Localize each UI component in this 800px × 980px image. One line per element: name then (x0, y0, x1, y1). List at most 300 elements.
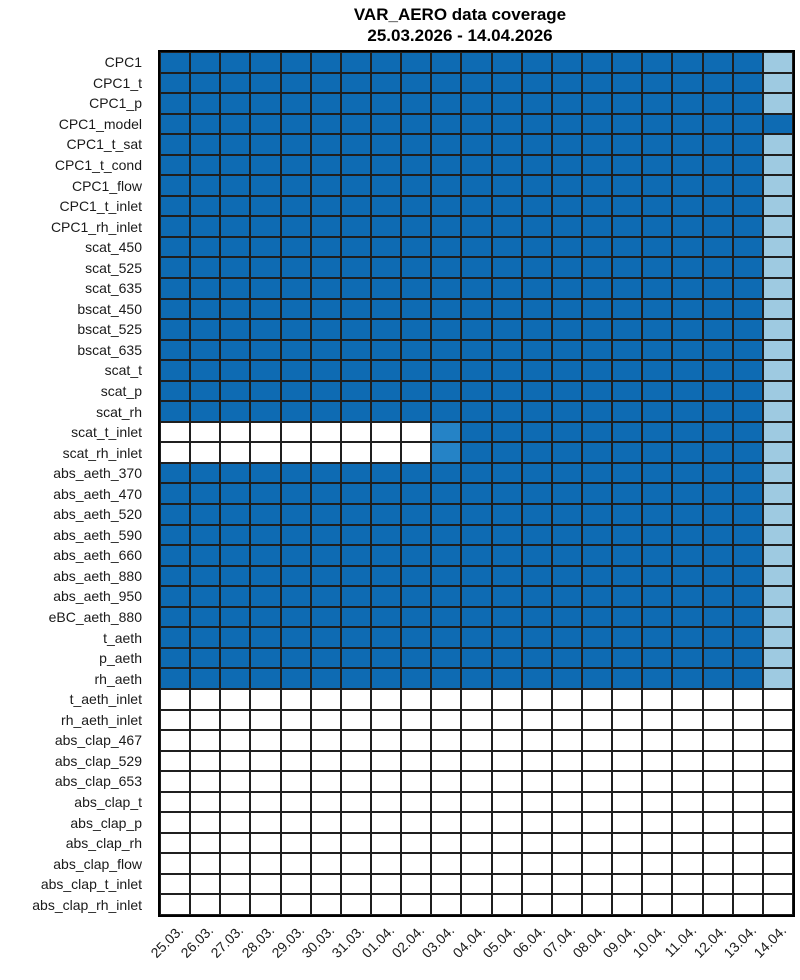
heatmap-cell (522, 237, 552, 258)
heatmap-cell (522, 196, 552, 217)
heatmap-cell (401, 771, 431, 792)
heatmap-cell (371, 257, 401, 278)
heatmap-cell (492, 710, 522, 731)
heatmap-cell (763, 299, 793, 320)
heatmap-cell (582, 586, 612, 607)
heatmap-cell (341, 833, 371, 854)
heatmap-cell (733, 483, 763, 504)
heatmap-cell (612, 525, 642, 546)
row-label: rh_aeth_inlet (61, 711, 142, 728)
heatmap-cell (281, 792, 311, 813)
heatmap-cell (552, 299, 582, 320)
heatmap-cell (281, 134, 311, 155)
heatmap-cell (733, 586, 763, 607)
heatmap-cell (522, 319, 552, 340)
heatmap-cell (672, 442, 702, 463)
heatmap-cell (492, 483, 522, 504)
heatmap-cell (612, 319, 642, 340)
heatmap-cell (250, 483, 280, 504)
heatmap-cell (552, 319, 582, 340)
heatmap-cell (642, 545, 672, 566)
heatmap-cell (281, 257, 311, 278)
x-tick-label: 27.03. (207, 922, 247, 961)
heatmap-cell (220, 894, 250, 915)
heatmap-cell (281, 689, 311, 710)
heatmap-cell (220, 566, 250, 587)
heatmap-cell (492, 360, 522, 381)
heatmap-cell (341, 586, 371, 607)
heatmap-cell (190, 442, 220, 463)
heatmap-cell (703, 586, 733, 607)
heatmap-cell (250, 278, 280, 299)
heatmap-cell (250, 52, 280, 73)
heatmap-cell (642, 525, 672, 546)
heatmap-cell (552, 689, 582, 710)
heatmap-cell (250, 299, 280, 320)
heatmap-cell (341, 319, 371, 340)
heatmap-cell (341, 340, 371, 361)
heatmap-cell (672, 340, 702, 361)
heatmap-cell (492, 771, 522, 792)
heatmap-cell (220, 422, 250, 443)
heatmap-cell (220, 833, 250, 854)
heatmap-cell (733, 853, 763, 874)
heatmap-cell (582, 853, 612, 874)
heatmap-cell (250, 874, 280, 895)
heatmap-cell (190, 360, 220, 381)
heatmap-cell (250, 730, 280, 751)
heatmap-cell (642, 751, 672, 772)
heatmap-cell (311, 278, 341, 299)
heatmap-cell (160, 340, 190, 361)
heatmap-cell (612, 627, 642, 648)
heatmap-cell (311, 483, 341, 504)
heatmap-cell (642, 155, 672, 176)
heatmap-cell (763, 833, 793, 854)
heatmap-cell (612, 607, 642, 628)
heatmap-cell (160, 216, 190, 237)
heatmap-cell (461, 401, 491, 422)
heatmap-cell (672, 730, 702, 751)
heatmap-cell (492, 689, 522, 710)
heatmap-cell (612, 93, 642, 114)
heatmap-cell (552, 545, 582, 566)
heatmap-cell (220, 319, 250, 340)
heatmap-cell (552, 874, 582, 895)
heatmap-cell (311, 586, 341, 607)
heatmap-cell (220, 257, 250, 278)
heatmap-cell (703, 237, 733, 258)
row-label: scat_450 (85, 239, 142, 256)
heatmap-cell (461, 586, 491, 607)
heatmap-cell (341, 93, 371, 114)
heatmap-cell (160, 566, 190, 587)
heatmap-cell (461, 710, 491, 731)
heatmap-cell (401, 216, 431, 237)
heatmap-cell (220, 689, 250, 710)
heatmap-cell (311, 545, 341, 566)
heatmap-cell (612, 483, 642, 504)
heatmap-cell (371, 853, 401, 874)
heatmap-cell (733, 237, 763, 258)
heatmap-cell (672, 525, 702, 546)
heatmap-cell (703, 504, 733, 525)
heatmap-cell (401, 710, 431, 731)
heatmap-cell (703, 278, 733, 299)
heatmap-cell (733, 710, 763, 731)
heatmap-cell (703, 155, 733, 176)
heatmap-cell (642, 812, 672, 833)
heatmap-cell (642, 340, 672, 361)
heatmap-cell (552, 340, 582, 361)
heatmap-cell (763, 894, 793, 915)
heatmap-cell (431, 463, 461, 484)
heatmap-cell (160, 278, 190, 299)
heatmap-cell (552, 216, 582, 237)
heatmap-cell (552, 93, 582, 114)
heatmap-cell (522, 134, 552, 155)
heatmap-cell (703, 483, 733, 504)
heatmap-cell (190, 586, 220, 607)
heatmap-cell (703, 730, 733, 751)
heatmap-cell (281, 114, 311, 135)
heatmap-cell (642, 278, 672, 299)
heatmap-cell (341, 689, 371, 710)
row-label: eBC_aeth_880 (48, 609, 142, 626)
heatmap-cell (401, 648, 431, 669)
heatmap-cell (642, 586, 672, 607)
heatmap-cell (461, 792, 491, 813)
heatmap-cell (250, 196, 280, 217)
heatmap-cell (612, 340, 642, 361)
heatmap-cell (522, 257, 552, 278)
title-block (140, 4, 780, 46)
heatmap-cell (160, 586, 190, 607)
heatmap-cell (492, 874, 522, 895)
heatmap-cell (522, 299, 552, 320)
heatmap-cell (431, 381, 461, 402)
heatmap-cell (522, 483, 552, 504)
heatmap-cell (281, 586, 311, 607)
heatmap-cell (763, 586, 793, 607)
heatmap-cell (612, 853, 642, 874)
heatmap-cell (341, 525, 371, 546)
heatmap-cell (431, 771, 461, 792)
heatmap-cell (250, 689, 280, 710)
heatmap-cell (552, 730, 582, 751)
heatmap-cell (492, 853, 522, 874)
heatmap-cell (672, 278, 702, 299)
heatmap-cell (190, 668, 220, 689)
heatmap-cell (371, 216, 401, 237)
heatmap-cell (642, 319, 672, 340)
heatmap-cell (733, 381, 763, 402)
heatmap-cell (763, 340, 793, 361)
row-label: abs_clap_467 (54, 732, 142, 749)
heatmap-cell (703, 340, 733, 361)
heatmap-cell (492, 175, 522, 196)
heatmap-cell (703, 566, 733, 587)
heatmap-cell (642, 566, 672, 587)
heatmap-cell (703, 463, 733, 484)
heatmap-cell (492, 196, 522, 217)
heatmap-cell (612, 299, 642, 320)
heatmap-cell (250, 134, 280, 155)
heatmap-cell (612, 586, 642, 607)
row-label: CPC1 (104, 54, 142, 71)
heatmap-cell (582, 93, 612, 114)
heatmap-cell (582, 483, 612, 504)
heatmap-cell (431, 545, 461, 566)
heatmap-cell (612, 730, 642, 751)
heatmap-cell (311, 422, 341, 443)
heatmap-cell (522, 422, 552, 443)
heatmap-cell (552, 483, 582, 504)
heatmap-cell (281, 894, 311, 915)
heatmap-cell (341, 381, 371, 402)
heatmap-cell (311, 401, 341, 422)
heatmap-cell (220, 710, 250, 731)
heatmap-cell (311, 442, 341, 463)
heatmap-cell (220, 853, 250, 874)
heatmap-cell (522, 175, 552, 196)
heatmap-cell (190, 299, 220, 320)
heatmap-cell (190, 525, 220, 546)
heatmap-cell (190, 710, 220, 731)
heatmap-cell (281, 216, 311, 237)
heatmap-cell (552, 853, 582, 874)
heatmap-cell (371, 463, 401, 484)
heatmap-cell (281, 463, 311, 484)
heatmap-cell (552, 73, 582, 94)
heatmap-cell (250, 401, 280, 422)
heatmap-cell (492, 504, 522, 525)
row-label: bscat_525 (77, 321, 142, 338)
heatmap-cell (401, 504, 431, 525)
heatmap-cell (220, 668, 250, 689)
heatmap-cell (190, 483, 220, 504)
heatmap-cell (522, 792, 552, 813)
heatmap-cell (250, 710, 280, 731)
heatmap-cell (371, 525, 401, 546)
heatmap-cell (341, 853, 371, 874)
heatmap-cell (492, 381, 522, 402)
heatmap-cell (763, 155, 793, 176)
heatmap-cell (341, 196, 371, 217)
heatmap-cell (763, 545, 793, 566)
x-tick-label: 06.04. (509, 922, 549, 961)
heatmap-cell (401, 257, 431, 278)
row-label: abs_aeth_470 (53, 485, 142, 502)
heatmap-cell (160, 52, 190, 73)
heatmap-cell (582, 52, 612, 73)
x-tick-label: 28.03. (237, 922, 277, 961)
row-label: scat_t (104, 362, 142, 379)
heatmap-cell (431, 874, 461, 895)
heatmap-cell (431, 52, 461, 73)
heatmap-cell (371, 730, 401, 751)
heatmap-cell (582, 833, 612, 854)
heatmap-cell (371, 483, 401, 504)
heatmap-cell (311, 751, 341, 772)
heatmap-cell (703, 792, 733, 813)
heatmap-cell (160, 73, 190, 94)
heatmap-cell (461, 874, 491, 895)
heatmap-cell (642, 833, 672, 854)
heatmap-cell (642, 175, 672, 196)
heatmap-cell (431, 730, 461, 751)
heatmap-cell (250, 771, 280, 792)
heatmap-cell (160, 483, 190, 504)
heatmap-cell (341, 504, 371, 525)
row-label: CPC1_t_inlet (59, 198, 142, 215)
heatmap-cell (220, 730, 250, 751)
heatmap-cell (733, 278, 763, 299)
heatmap-cell (431, 812, 461, 833)
heatmap-cell (311, 196, 341, 217)
heatmap-cell (461, 483, 491, 504)
heatmap-cell (281, 340, 311, 361)
heatmap-cell (371, 155, 401, 176)
heatmap-cell (371, 812, 401, 833)
heatmap-cell (612, 381, 642, 402)
heatmap-cell (371, 401, 401, 422)
heatmap-cell (281, 442, 311, 463)
heatmap-cell (431, 853, 461, 874)
heatmap-cell (672, 483, 702, 504)
heatmap-cell (431, 175, 461, 196)
heatmap-cell (642, 627, 672, 648)
heatmap-cell (190, 689, 220, 710)
x-tick-label: 11.04. (660, 922, 699, 961)
heatmap-cell (763, 52, 793, 73)
heatmap-cell (341, 874, 371, 895)
heatmap-cell (703, 853, 733, 874)
heatmap-cell (190, 894, 220, 915)
heatmap-cell (703, 114, 733, 135)
heatmap-cell (733, 751, 763, 772)
heatmap-cell (220, 381, 250, 402)
heatmap-cell (763, 710, 793, 731)
heatmap-cell (582, 504, 612, 525)
heatmap-cell (612, 175, 642, 196)
heatmap-cell (250, 504, 280, 525)
heatmap-cell (371, 833, 401, 854)
heatmap-cell (582, 648, 612, 669)
heatmap-cell (492, 340, 522, 361)
heatmap-cell (401, 319, 431, 340)
heatmap-cell (642, 237, 672, 258)
heatmap-cell (250, 360, 280, 381)
heatmap-cell (672, 874, 702, 895)
heatmap-cell (672, 73, 702, 94)
heatmap-cell (552, 648, 582, 669)
heatmap-cell (642, 792, 672, 813)
y-axis-labels (0, 52, 150, 915)
x-tick-label: 31.03. (328, 922, 368, 961)
heatmap-cell (703, 833, 733, 854)
heatmap-cell (341, 237, 371, 258)
heatmap-cell (642, 257, 672, 278)
heatmap-cell (431, 894, 461, 915)
heatmap-cell (160, 319, 190, 340)
heatmap-cell (220, 442, 250, 463)
heatmap-cell (703, 648, 733, 669)
heatmap-cell (160, 792, 190, 813)
heatmap-cell (190, 730, 220, 751)
heatmap-cell (371, 340, 401, 361)
heatmap-cell (431, 401, 461, 422)
heatmap-cell (612, 422, 642, 443)
heatmap-cell (281, 52, 311, 73)
heatmap-cell (522, 278, 552, 299)
heatmap-cell (522, 340, 552, 361)
heatmap-cell (461, 114, 491, 135)
heatmap-cell (612, 155, 642, 176)
heatmap-cell (220, 401, 250, 422)
heatmap-cell (371, 422, 401, 443)
heatmap-cell (642, 648, 672, 669)
heatmap-cell (250, 545, 280, 566)
heatmap-cell (250, 73, 280, 94)
heatmap-cell (582, 771, 612, 792)
heatmap-cell (522, 833, 552, 854)
heatmap-cell (461, 607, 491, 628)
heatmap-cell (281, 751, 311, 772)
heatmap-cell (642, 771, 672, 792)
heatmap-cell (763, 360, 793, 381)
heatmap-cell (401, 545, 431, 566)
heatmap-cell (552, 52, 582, 73)
heatmap-cell (642, 463, 672, 484)
x-tick-label: 01.04. (358, 922, 398, 961)
heatmap-cell (492, 257, 522, 278)
heatmap-cell (612, 833, 642, 854)
row-label: abs_clap_rh_inlet (32, 896, 142, 913)
heatmap-cell (522, 73, 552, 94)
heatmap-cell (461, 853, 491, 874)
heatmap-cell (733, 319, 763, 340)
heatmap-cell (612, 401, 642, 422)
heatmap-cell (733, 504, 763, 525)
heatmap-cell (733, 299, 763, 320)
heatmap-cell (763, 381, 793, 402)
chart-subtitle: 25.03.2026 - 14.04.2026 (367, 26, 553, 45)
heatmap-cell (371, 237, 401, 258)
heatmap-cell (763, 792, 793, 813)
heatmap-cell (431, 155, 461, 176)
heatmap-cell (431, 607, 461, 628)
heatmap-cell (461, 299, 491, 320)
row-label: abs_clap_rh (65, 835, 142, 852)
heatmap-cell (401, 833, 431, 854)
heatmap-cell (371, 771, 401, 792)
heatmap-cell (160, 710, 190, 731)
heatmap-cell (552, 175, 582, 196)
heatmap-cell (461, 730, 491, 751)
heatmap-cell (492, 299, 522, 320)
heatmap-cell (461, 175, 491, 196)
heatmap-cell (703, 710, 733, 731)
heatmap-cell (672, 751, 702, 772)
heatmap-cell (341, 607, 371, 628)
heatmap-cell (220, 792, 250, 813)
heatmap-cell (160, 771, 190, 792)
heatmap-cell (401, 299, 431, 320)
heatmap-cell (703, 381, 733, 402)
heatmap-cell (190, 381, 220, 402)
heatmap-cell (401, 668, 431, 689)
